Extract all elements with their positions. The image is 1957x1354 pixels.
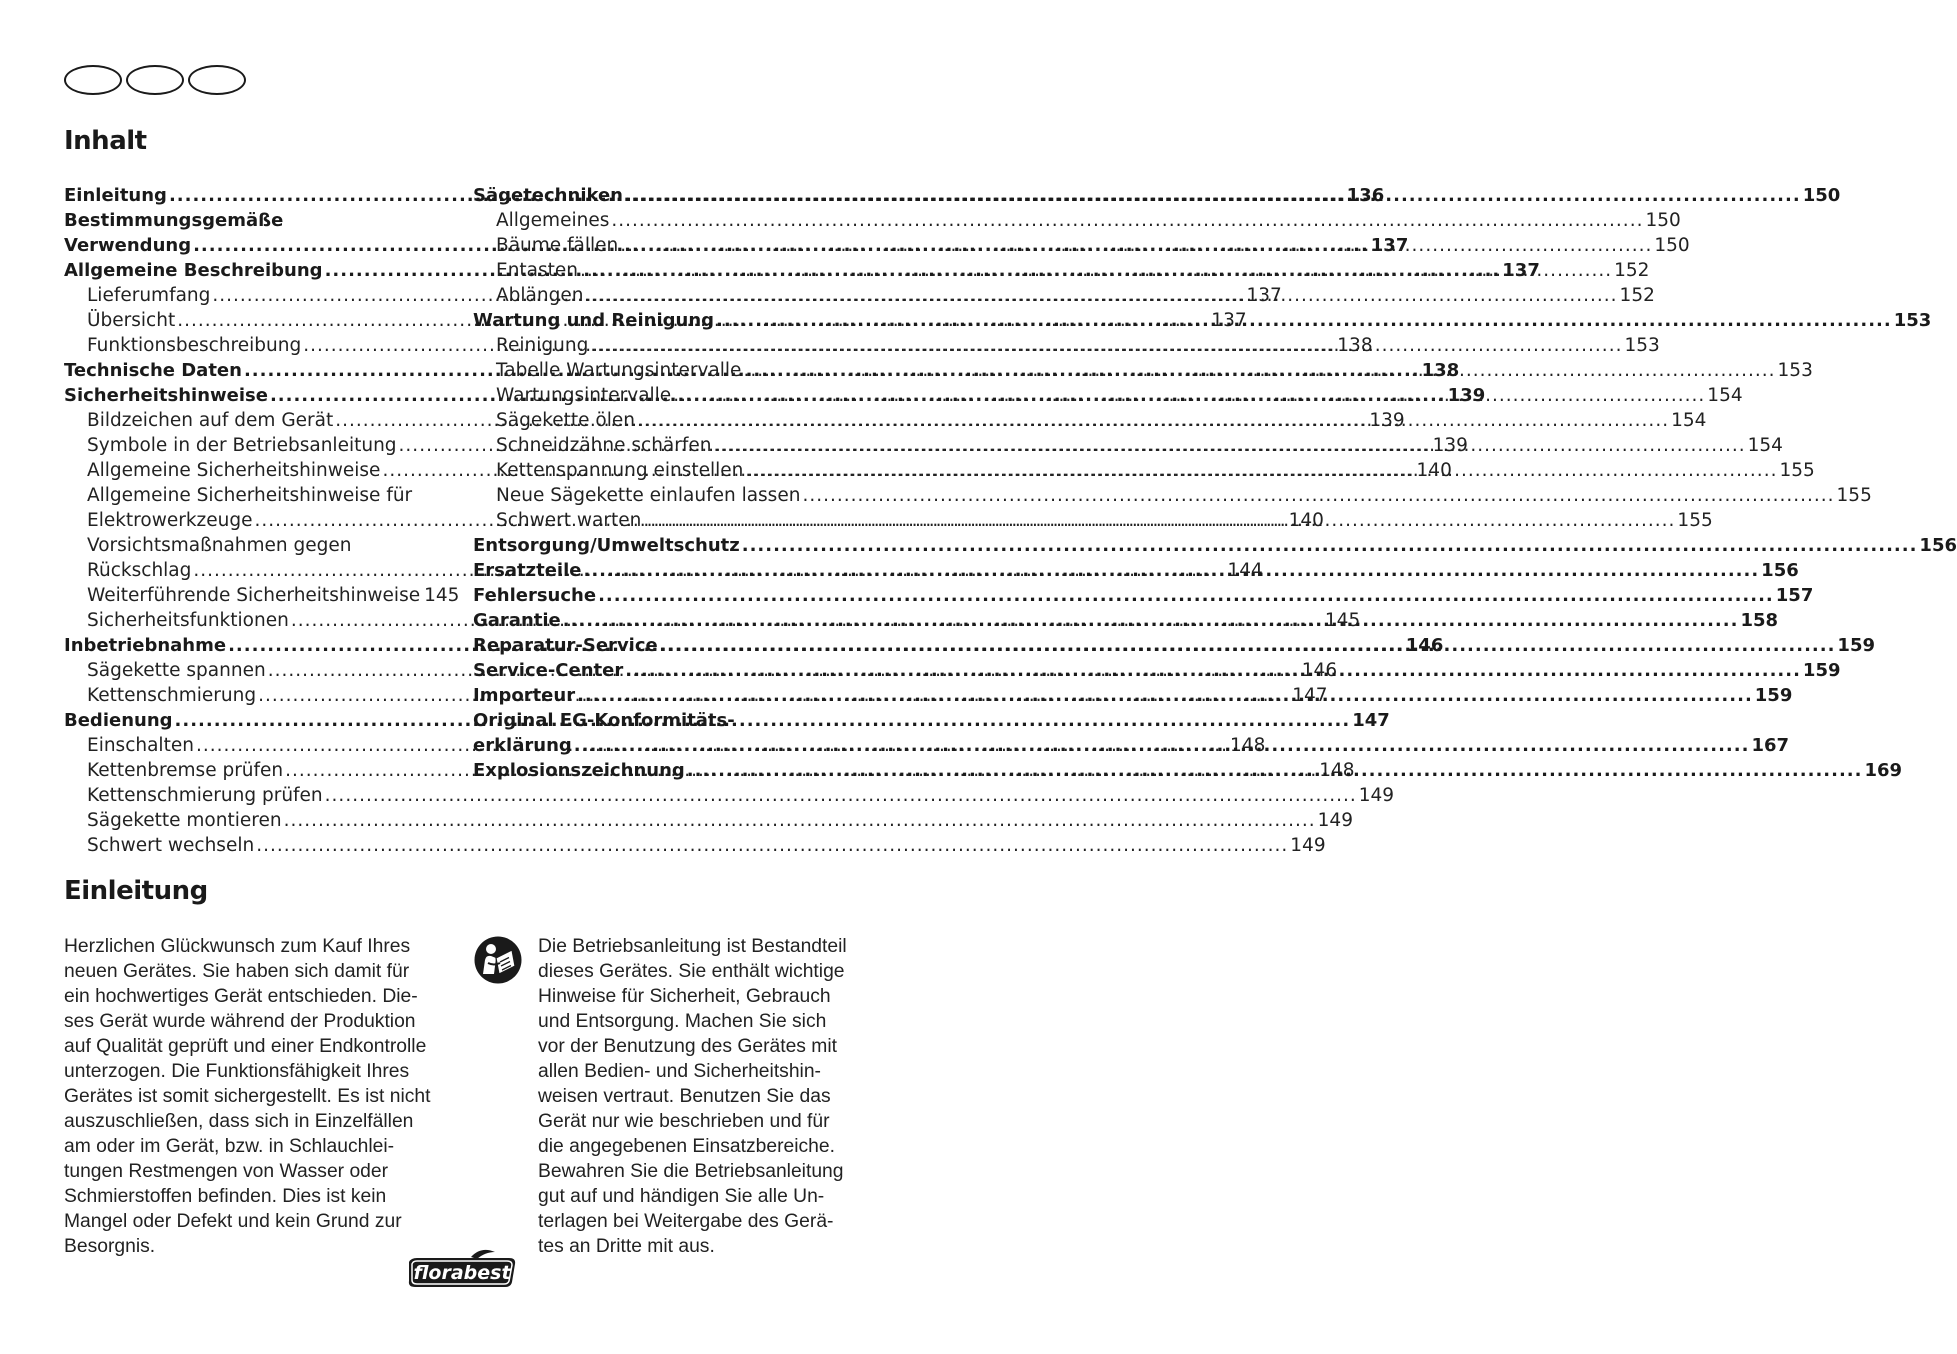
toc-entry-title: Sägekette montieren [87, 810, 282, 831]
toc-entry-page: 154 [1707, 385, 1743, 406]
paragraph-line: auszuschließen, dass sich in Einzelfällen [64, 1111, 414, 1132]
toc-entry-page: 155 [1779, 460, 1815, 481]
toc-entry-page: 156 [1919, 535, 1957, 556]
toc-leader-dots [687, 758, 1863, 783]
toc-entry-title: Bäume fällen [496, 235, 619, 256]
paragraph-line: die angegebenen Einsatzbereiche. [538, 1136, 835, 1157]
toc-entry-title: Kettenschmierung [87, 685, 257, 706]
paragraph-line: terlagen bei Weitergabe des Gerä- [538, 1211, 834, 1232]
paragraph-line: Besorgnis. [64, 1236, 156, 1257]
language-ovals [64, 65, 246, 95]
toc-leader-dots [256, 833, 1288, 858]
toc-entry-title: Ablängen [496, 285, 584, 306]
language-oval [188, 65, 246, 95]
toc-entry-title: Einleitung [64, 185, 167, 206]
toc-entry-title: Sägetechniken [473, 185, 623, 206]
paragraph-line: unterzogen. Die Funktionsfähigkeit Ihres [64, 1061, 410, 1082]
toc-leader-dots [643, 508, 1675, 533]
toc-entry-title: Fehlersuche [473, 585, 597, 606]
toc-entry-title: Schneidzähne schärfen [496, 435, 712, 456]
paragraph-line: neuen Gerätes. Sie haben sich damit für [64, 961, 410, 982]
toc-leader-dots [590, 333, 1622, 358]
toc-leader-dots [742, 533, 1918, 558]
toc-entry-title: Rückschlag [87, 560, 192, 581]
toc-entry-title: Einschalten [87, 735, 194, 756]
toc-leader-dots [611, 208, 1643, 233]
toc-entry [64, 583, 460, 608]
toc-entry-page: 140 [1288, 510, 1324, 531]
toc-entry-title: Lieferumfang [87, 285, 211, 306]
paragraph-line: vor der Benutzung des Gerätes mit [538, 1036, 838, 1057]
intro-paragraph [64, 934, 448, 1259]
toc-entry [473, 708, 854, 733]
paragraph-line: Gerät nur wie beschrieben und für [538, 1111, 830, 1132]
paragraph-line: und Entsorgung. Machen Sie sich [538, 1011, 827, 1032]
toc-entry-page: 137 [1246, 285, 1282, 306]
paragraph-line: Herzlichen Glückwunsch zum Kauf Ihres [64, 936, 411, 957]
toc-entry-title: Tabelle Wartungsintervalle [496, 360, 742, 381]
paragraph-line: auf Qualität geprüft und einer Endkontrolle [64, 1036, 427, 1057]
toc-entry-title: Sägekette spannen [87, 660, 266, 681]
toc-entry-page: 146 [1405, 635, 1444, 656]
paragraph-line: Bewahren Sie die Betriebsanleitung [538, 1161, 844, 1182]
toc-entry-title: Neue Sägekette einlaufen lassen [496, 485, 801, 506]
toc-entry-title: Explosionszeichnung [473, 760, 685, 781]
toc-entry-page: 137 [1211, 310, 1247, 331]
toc-entry-title: Original EG-Konformitäts- [473, 710, 735, 731]
paragraph-line: ein hochwertiges Gerät entschieden. Die- [64, 986, 418, 1007]
toc-leader-dots [598, 583, 1774, 608]
toc-entry-title: Funktionsbeschreibung [87, 335, 302, 356]
toc-entry-page: 152 [1614, 260, 1650, 281]
toc-entry-title: erklärung [473, 735, 572, 756]
toc-entry-title: Entsorgung/Umweltschutz [473, 535, 740, 556]
toc-entry [64, 783, 1395, 808]
florabest-logo [405, 1248, 519, 1290]
toc-entry-page: 148 [1230, 735, 1266, 756]
toc-entry-title: Bildzeichen auf dem Gerät [87, 410, 334, 431]
toc-entry-page: 150 [1802, 185, 1841, 206]
paragraph-line: am oder im Gerät, bzw. in Schlauchlei- [64, 1136, 395, 1157]
toc-entry [64, 533, 445, 558]
toc-entry [64, 833, 1326, 858]
toc-entry-title: Verwendung [64, 235, 192, 256]
paragraph-line: Mangel oder Defekt und kein Grund zur [64, 1211, 402, 1232]
toc-entry-page: 137 [1502, 260, 1540, 281]
toc-leader-dots [745, 458, 1777, 483]
toc-leader-dots [563, 608, 1739, 633]
toc-entry-title: Weiterführende Sicherheitshinweise [87, 585, 421, 606]
toc-entry-page: 159 [1837, 635, 1875, 656]
toc-entry-page: 157 [1775, 585, 1814, 606]
manual-note-paragraph [538, 934, 868, 1259]
toc-entry-page: 148 [1319, 760, 1355, 781]
toc-entry [473, 483, 1872, 508]
toc-entry-page: 155 [1836, 485, 1872, 506]
toc-entry-title: Allgemeine Beschreibung [64, 260, 323, 281]
read-manual-icon [474, 936, 522, 984]
toc-entry-page: 150 [1654, 235, 1690, 256]
toc-entry-title: Importeur [473, 685, 576, 706]
toc-entry-page: 138 [1421, 360, 1460, 381]
toc-entry-title: Garantie [473, 610, 561, 631]
toc-leader-dots [637, 408, 1669, 433]
toc-leader-dots [580, 258, 1612, 283]
toc-entry-page: 152 [1619, 285, 1655, 306]
toc-entry-title: Wartungsintervalle [496, 385, 672, 406]
toc-leader-dots [577, 683, 1753, 708]
toc-entry-page: 146 [1301, 660, 1338, 681]
toc-entry-title: Ersatzteile [473, 560, 582, 581]
toc-entry [64, 483, 445, 508]
toc-entry-title: Wartung und Reinigung [473, 310, 715, 331]
language-oval [126, 65, 184, 95]
toc-leader-dots [583, 558, 1759, 583]
toc-entry-page: 158 [1740, 610, 1779, 631]
section-heading: Einleitung [64, 876, 208, 906]
toc-entry-page: 137 [1370, 235, 1409, 256]
toc-entry [64, 208, 445, 233]
toc-entry [64, 808, 1353, 833]
toc-leader-dots [585, 283, 1617, 308]
toc-entry-page: 147 [1352, 710, 1390, 731]
toc-entry-title: Übersicht [87, 310, 176, 331]
toc-entry-page: 139 [1369, 410, 1405, 431]
toc-entry-title: Sägekette ölen [496, 410, 635, 431]
toc-leader-dots [284, 808, 1316, 833]
toc-entry-page: 147 [1292, 685, 1328, 706]
toc-entry-page: 149 [1358, 785, 1395, 806]
toc-entry-page: 156 [1761, 560, 1799, 581]
toc-entry-page: 144 [1227, 560, 1263, 581]
toc-entry-title: Allgemeines [496, 210, 610, 231]
toc-leader-dots [325, 783, 1357, 808]
toc-entry-title: Reinigung [496, 335, 589, 356]
toc-entry-title: Schwert warten [496, 510, 642, 531]
toc-leader-dots [743, 358, 1775, 383]
toc-entry-page: 149 [1290, 835, 1326, 856]
paragraph-line: tungen Restmengen von Wasser oder [64, 1161, 389, 1182]
toc-entry [473, 533, 1957, 558]
toc-entry-title: Sicherheitsfunktionen [87, 610, 289, 631]
toc-entry-title: Symbole in der Betriebsanleitung [87, 435, 397, 456]
toc-entry-title: Schwert wechseln [87, 835, 255, 856]
paragraph-line: Schmierstoffen befinden. Dies ist kein [64, 1186, 387, 1207]
toc-entry-title: Entasten [496, 260, 579, 281]
toc-entry [473, 583, 1814, 608]
toc-entry-page: 140 [1416, 460, 1452, 481]
paragraph-line: allen Bedien- und Sicherheitshin- [538, 1061, 821, 1082]
paragraph-line: Hinweise für Sicherheit, Gebrauch [538, 986, 831, 1007]
toc-entry-title: Inbetriebnahme [64, 635, 227, 656]
brand-text: florabest [413, 1262, 511, 1284]
paragraph-line: Die Betriebsanleitung ist Bestandteil [538, 936, 847, 957]
paragraph-line: weisen vertraut. Benutzen Sie das [538, 1086, 831, 1107]
toc-entry-page: 153 [1777, 360, 1813, 381]
toc-leader-dots [574, 733, 1750, 758]
toc-leader-dots [714, 433, 1746, 458]
paragraph-line: ses Gerät wurde während der Produktion [64, 1011, 416, 1032]
toc-entry-page: 155 [1677, 510, 1713, 531]
toc-entry-title: Kettenschmierung prüfen [87, 785, 323, 806]
toc-leader-dots [716, 308, 1892, 333]
toc-entry-page: 169 [1864, 760, 1903, 781]
toc-entry-page: 167 [1751, 735, 1790, 756]
toc-entry-title: Allgemeine Sicherheitshinweise [87, 460, 381, 481]
toc-leader-dots [673, 383, 1705, 408]
paragraph-line: dieses Gerätes. Sie enthält wichtige [538, 961, 845, 982]
paragraph-line: gut auf und händigen Sie alle Un- [538, 1186, 825, 1207]
language-oval [64, 65, 122, 95]
toc-entry-title: Reparatur-Service [473, 635, 658, 656]
toc-entry-title: Elektrowerkzeuge [87, 510, 253, 531]
toc-entry-title: Technische Daten [64, 360, 242, 381]
toc-entry-page: 138 [1337, 335, 1373, 356]
toc-leader-dots [802, 483, 1834, 508]
paragraph-line: tes an Dritte mit aus. [538, 1236, 715, 1257]
toc-entry-title: Sicherheitshinweise [64, 385, 268, 406]
toc-entry-page: 145 [1324, 610, 1361, 631]
toc-entry-title: Bedienung [64, 710, 173, 731]
toc-entry-page: 145 [424, 585, 460, 606]
toc-entry-title: Kettenspannung einstellen [496, 460, 744, 481]
paragraph-line: Gerätes ist somit sichergestellt. Es ist nicht [64, 1086, 431, 1107]
toc-entry-page: 139 [1447, 385, 1486, 406]
toc-entry-page: 136 [1346, 185, 1385, 206]
toc-leader-dots [625, 183, 1801, 208]
toc-entry [473, 208, 1681, 233]
toc-entry-title: Allgemeine Sicherheitshinweise für [87, 485, 413, 506]
toc-leader-dots [620, 233, 1652, 258]
toc-entry-page: 150 [1645, 210, 1681, 231]
toc-entry-page: 154 [1747, 435, 1783, 456]
toc-leader-dots [625, 658, 1801, 683]
toc-entry-title: Bestimmungsgemäße [64, 210, 284, 231]
toc-heading: Inhalt [64, 126, 147, 156]
toc-entry-title: Service-Center [473, 660, 624, 681]
toc-entry-title: Vorsichtsmaßnahmen gegen [87, 535, 352, 556]
toc-entry-page: 149 [1317, 810, 1353, 831]
toc-entry-page: 139 [1432, 435, 1468, 456]
toc-leader-dots [660, 633, 1836, 658]
toc-entry-page: 153 [1893, 310, 1932, 331]
toc-entry-page: 159 [1754, 685, 1793, 706]
toc-entry-page: 153 [1624, 335, 1660, 356]
toc-entry-page: 154 [1671, 410, 1707, 431]
toc-entry-title: Kettenbremse prüfen [87, 760, 284, 781]
toc-entry-page: 159 [1802, 660, 1841, 681]
